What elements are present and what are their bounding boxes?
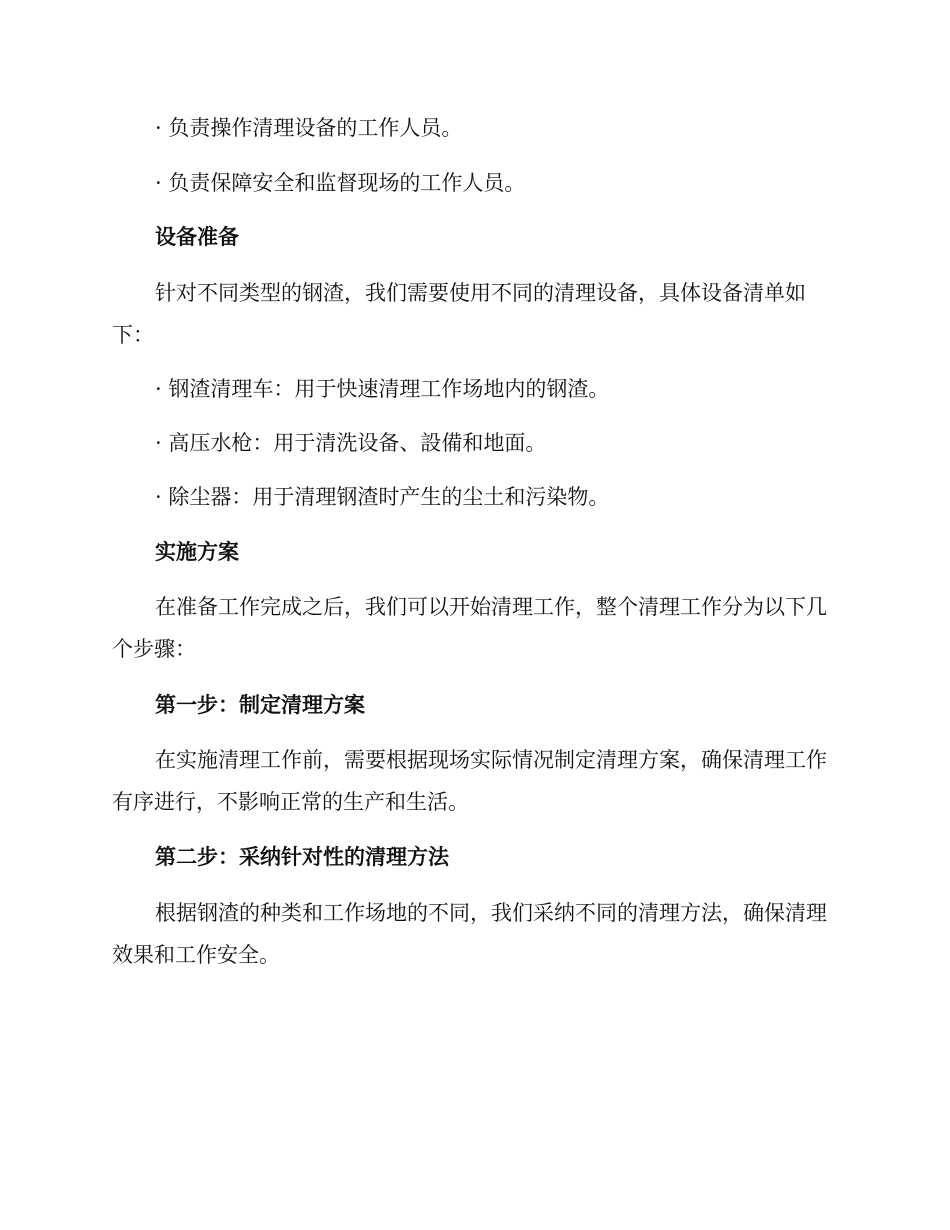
list-item: · 负责保障安全和监督现场的工作人员。 — [155, 171, 526, 195]
list-item: · 高压水枪：用于清洗设备、設備和地面。 — [155, 431, 547, 455]
paragraph-equipment: 针对不同类型的钢渣，我们需要使用不同的清理设备，具体设备清单如下： — [112, 281, 806, 347]
section-heading-plan: 实施方案 — [155, 539, 239, 564]
step1-paragraph: 在实施清理工作前，需要根据现场实际情况制定清理方案，确保清理工作有序进行，不影响正常的生产和生活。 — [112, 748, 827, 814]
section-heading-equipment: 设备准备 — [155, 224, 239, 249]
paragraph-plan: 在准备工作完成之后，我们可以开始清理工作，整个清理工作分为以下几个步骤： — [112, 595, 827, 661]
list-item: · 钢渣清理车：用于快速清理工作场地内的钢渣。 — [155, 377, 610, 401]
step1-heading: 第一步：制定清理方案 — [155, 692, 365, 717]
step2-heading: 第二步：采纳针对性的清理方法 — [155, 844, 449, 869]
list-item: · 负责操作清理设备的工作人员。 — [155, 116, 463, 140]
step2-paragraph: 根据钢渣的种类和工作场地的不同，我们采纳不同的清理方法，确保清理效果和工作安全。 — [112, 901, 827, 967]
list-item: · 除尘器：用于清理钢渣时产生的尘土和污染物。 — [155, 485, 610, 509]
